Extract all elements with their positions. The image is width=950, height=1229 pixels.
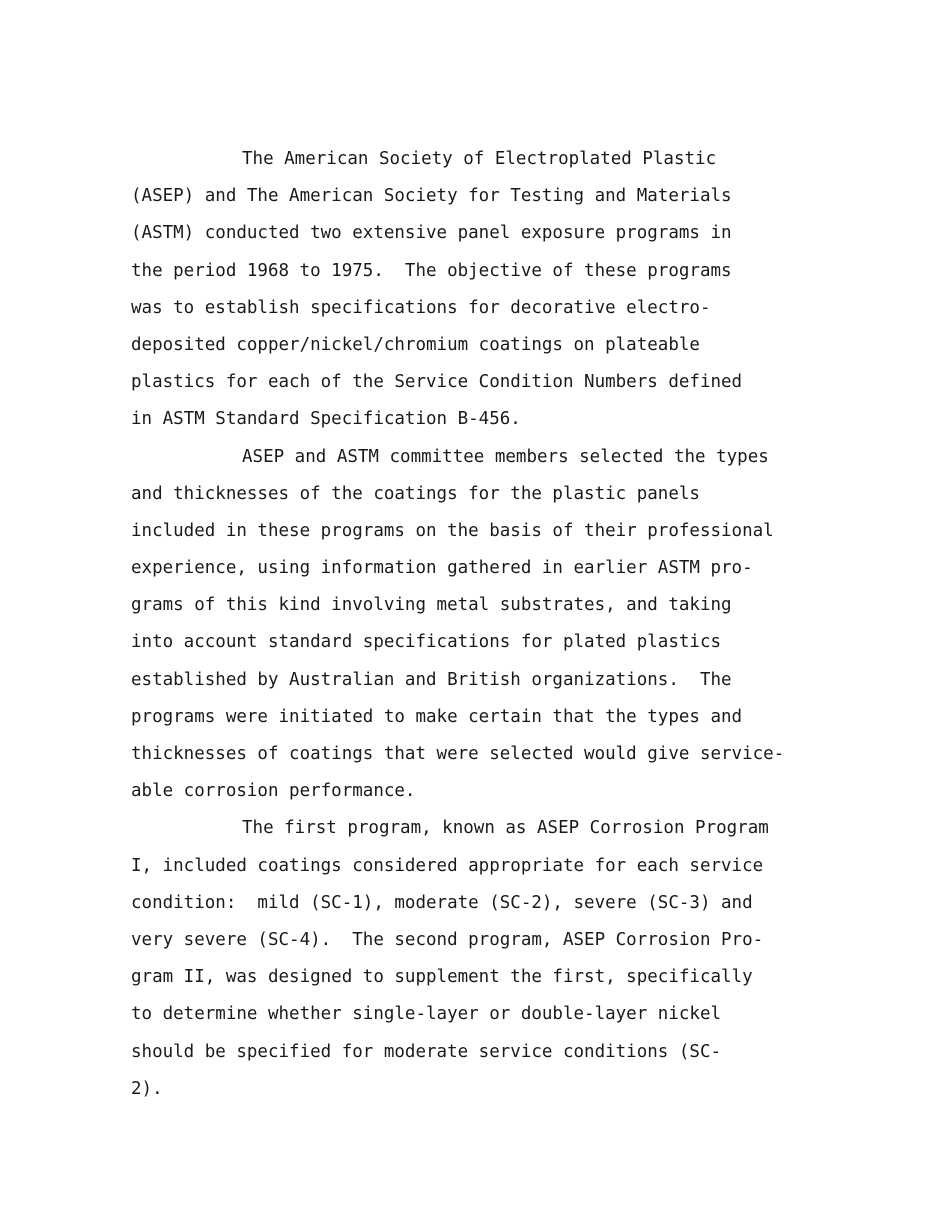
paragraph-line: the period 1968 to 1975. The objective of these programs xyxy=(131,260,732,281)
paragraph-1 xyxy=(131,141,851,439)
paragraph-line: should be specified for moderate service conditions (SC- xyxy=(131,1041,722,1062)
paragraph-line: I, included coatings considered appropriate for each service xyxy=(131,855,764,876)
paragraph-line: (ASTM) conducted two extensive panel exposure programs in xyxy=(131,223,732,244)
paragraph-line: very severe (SC-4). The second program, ASEP Corrosion Pro- xyxy=(131,929,764,950)
paragraph-2 xyxy=(131,439,851,811)
paragraph-line: experience, using information gathered in earlier ASTM pro- xyxy=(131,558,753,579)
paragraph-line: (ASEP) and The American Society for Testing and Materials xyxy=(131,186,732,207)
paragraph-line: grams of this kind involving metal substrates, and taking xyxy=(131,595,732,616)
paragraph-line: in ASTM Standard Specification B-456. xyxy=(131,409,521,430)
paragraph-line: to determine whether single-layer or double-layer nickel xyxy=(131,1004,722,1025)
paragraph-line: deposited copper/nickel/chromium coatings on plateable xyxy=(131,334,700,355)
paragraph-line: established by Australian and British organizations. The xyxy=(131,669,732,690)
paragraph-line: ASEP and ASTM committee members selected the types xyxy=(242,446,769,467)
paragraph-line: programs were initiated to make certain that the types and xyxy=(131,706,743,727)
paragraph-line: condition: mild (SC-1), moderate (SC-2), severe (SC-3) and xyxy=(131,892,753,913)
body-text xyxy=(131,141,851,1108)
paragraph-3 xyxy=(131,810,851,1108)
paragraph-line: able corrosion performance. xyxy=(131,781,416,802)
paragraph-line: thicknesses of coatings that were selected would give service- xyxy=(131,744,785,764)
paragraph-line: and thicknesses of the coatings for the plastic panels xyxy=(131,483,700,504)
paragraph-line: The first program, known as ASEP Corrosion Program xyxy=(242,818,769,839)
paragraph-line: gram II, was designed to supplement the first, specifically xyxy=(131,967,753,988)
paragraph-line: The American Society of Electroplated Plastic xyxy=(242,149,717,169)
paragraph-line: was to establish specifications for decorative electro- xyxy=(131,297,711,318)
paragraph-line: plastics for each of the Service Condition Numbers defined xyxy=(131,372,743,393)
paragraph-line: included in these programs on the basis of their professional xyxy=(131,520,774,541)
paragraph-line: into account standard specifications for plated plastics xyxy=(131,632,722,653)
paragraph-line: 2). xyxy=(131,1078,163,1099)
